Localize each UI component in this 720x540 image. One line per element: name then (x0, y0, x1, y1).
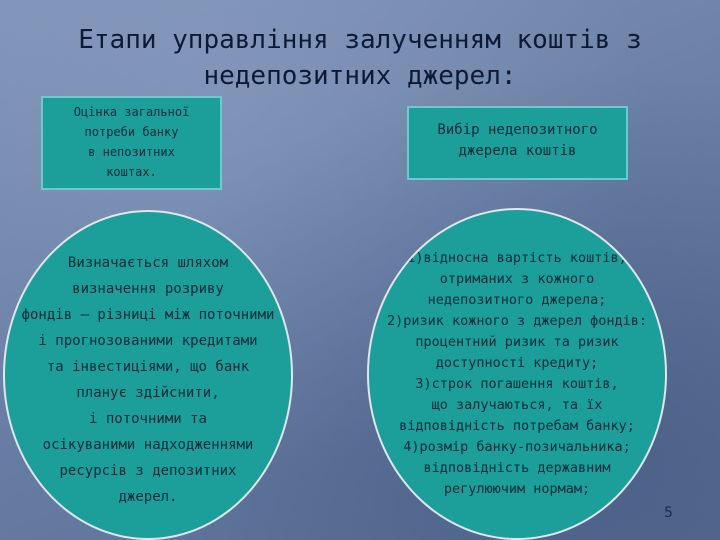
circle-selection-criteria (367, 208, 667, 540)
page-number: 5 (664, 505, 673, 521)
circle-criteria-text: 1)відносна вартість коштів, отриманих з кожного недепозитного джерела; 2)ризик кожного з джерел фондів: процентний ризик та ризик доступності кредиту; 3)строк погашення коштів, що залучаються, та їх відповідність потребам банку; 4)розмір банку-позичальника; відповідність державним регулюючим нормам; (386, 250, 648, 497)
slide-title-line-2: недепозитних джерел: (203, 61, 517, 91)
circle-assessment-details (3, 210, 293, 540)
stage-box-source-selection: Вибір недепозитного джерела коштів (407, 106, 628, 180)
stage-box-assessment: Оцінка загальної потреби банку в непозитних коштах. (41, 96, 222, 190)
slide-title-line-1: Етапи управління залученням коштів з (78, 25, 642, 55)
circle-assessment-text: Визначається шляхом визначення розриву фондів – різниці між поточними і прогнозованими кредитами та інвестиціями, що банк планує здійснити, і поточними та осікуваними надходженнями ресурсів з депозитних джерел. (21, 255, 275, 505)
slide-title (60, 22, 660, 94)
